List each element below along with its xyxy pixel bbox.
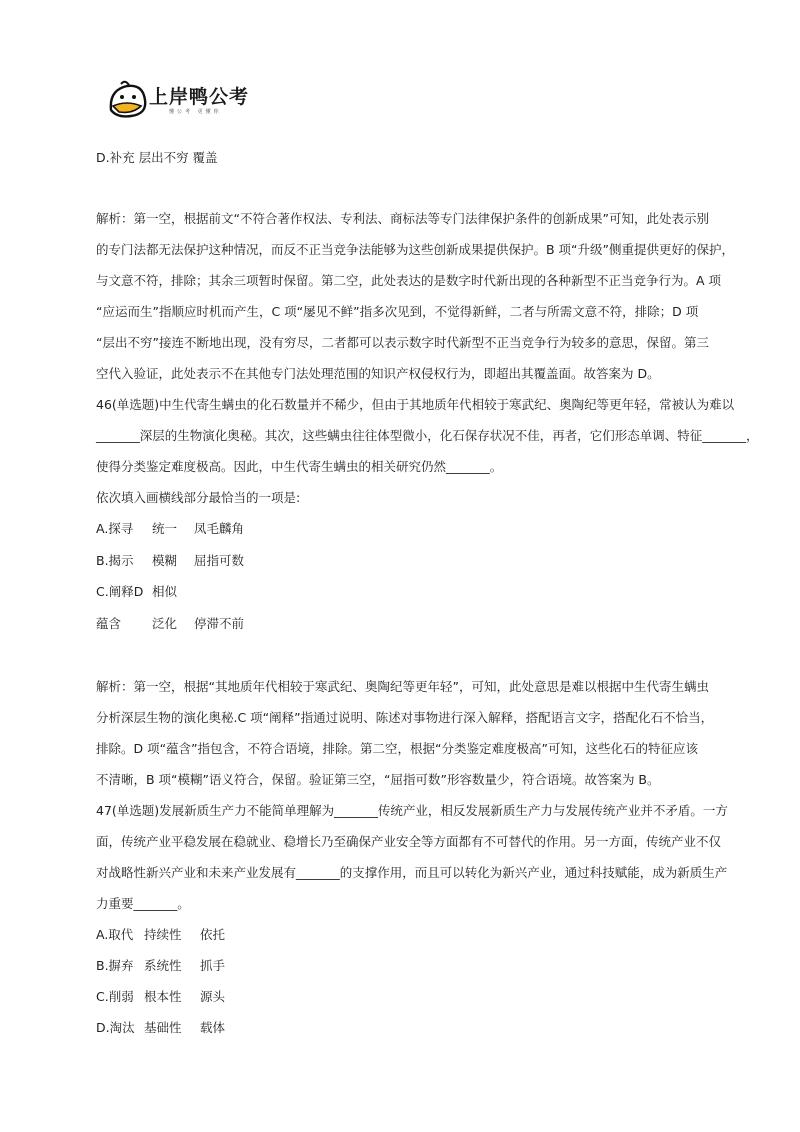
brand-slogan: 懂公考 更懂你 [169, 109, 222, 115]
analysis-45-line: 解析：第一空，根据前文“不符合著作权法、专利法、商标法等专门法律保护条件的创新成果”可知，此处表示别 [96, 211, 709, 226]
option-a: A.探寻 统一 凤毛麟角 [96, 521, 245, 536]
option-c: C.阐释D 相似 [96, 584, 178, 599]
question-46-prompt: 依次填入画横线部分最恰当的一项是: [96, 490, 301, 505]
duck-icon [107, 80, 149, 120]
analysis-45-line: 的专门法都无法保护这种情况，而反不正当竞争法能够为这些创新成果提供保护。B 项“升级”侧重提供更好的保护， [96, 242, 735, 257]
analysis-45-line: “层出不穷”接连不断地出现，没有穷尽，二者都可以表示数字时代新型不正当竞争行为较多的意思，保留。第三 [96, 335, 709, 350]
question-46-stem: 46(单选题)中生代寄生螨虫的化石数量并不稀少，但由于其地质年代相较于寒武纪、奥陶纪等更年轻，常被认为难以 [96, 397, 735, 412]
question-47-stem: 力重要_______。 [96, 896, 190, 911]
option-b: B.摒弃 系统性 抓手 [96, 958, 226, 973]
prev-option-d: D.补充 层出不穷 覆盖 [96, 150, 218, 165]
question-47-stem: 对战略性新兴产业和未来产业发展有_______的支撑作用，而且可以转化为新兴产业，通过科技赋能，成为新质生产 [96, 865, 728, 880]
analysis-45-line: “应运而生”指顺应时机而产生，C 项“屡见不鲜”指多次见到，不觉得新鲜，二者与所需文意不符，排除；D 项 [96, 304, 699, 319]
question-47-stem: 47(单选题)发展新质生产力不能简单理解为_______传统产业，相反发展新质生产力与发展传统产业并不矛盾。一方 [96, 803, 728, 818]
analysis-45-line: 空代入验证，此处表示不在其他专门法处理范围的知识产权侵权行为，即超出其覆盖面。故答案为 D。 [96, 366, 660, 381]
question-46-stem: 使得分类鉴定难度极高。因此，中生代寄生螨虫的相关研究仍然_______。 [96, 459, 503, 474]
analysis-46-line: 不清晰，B 项“模糊”语义符合，保留。验证第三空，“屈指可数”形容数量少，符合语境。故答案为 B。 [96, 772, 660, 787]
option-b: B.揭示 模糊 屈指可数 [96, 553, 245, 568]
question-47-stem: 面，传统产业平稳发展在稳就业、稳增长乃至确保产业安全等方面都有不可替代的作用。另一方面，传统产业不仅 [96, 834, 722, 849]
analysis-46-line: 分析深层生物的演化奥秘.C 项“阐释”指通过说明、陈述对事物进行深入解释，搭配语言文字，搭配化石不恰当， [96, 710, 714, 725]
analysis-45-line: 与文意不符，排除；其余三项暂时保留。第二空，此处表达的是数字时代新出现的各种新型不正当竞争行为。A 项 [96, 273, 722, 288]
option-c: C.削弱 根本性 源头 [96, 989, 226, 1004]
brand-logo [107, 78, 257, 122]
analysis-46-line: 解析：第一空，根据“其地质年代相较于寒武纪、奥陶纪等更年轻”，可知，此处意思是难以根据中生代寄生螨虫 [96, 679, 709, 694]
question-46-stem: _______深层的生物演化奥秘。其次，这些螨虫往往体型微小，化石保存状况不佳，再者，它们形态单调、特征_______， [96, 428, 759, 443]
option-d: D.淘汰 基础性 载体 [96, 1020, 226, 1035]
analysis-46-line: 排除。D 项“蕴含”指包含，不符合语境，排除。第二空，根据“分类鉴定难度极高”可知，这些化石的特征应该 [96, 741, 699, 756]
option-a: A.取代 持续性 依托 [96, 927, 226, 942]
option-d: 蕴含 泛化 停滞不前 [96, 616, 245, 631]
brand-name: 上岸鸭公考 [149, 86, 250, 108]
